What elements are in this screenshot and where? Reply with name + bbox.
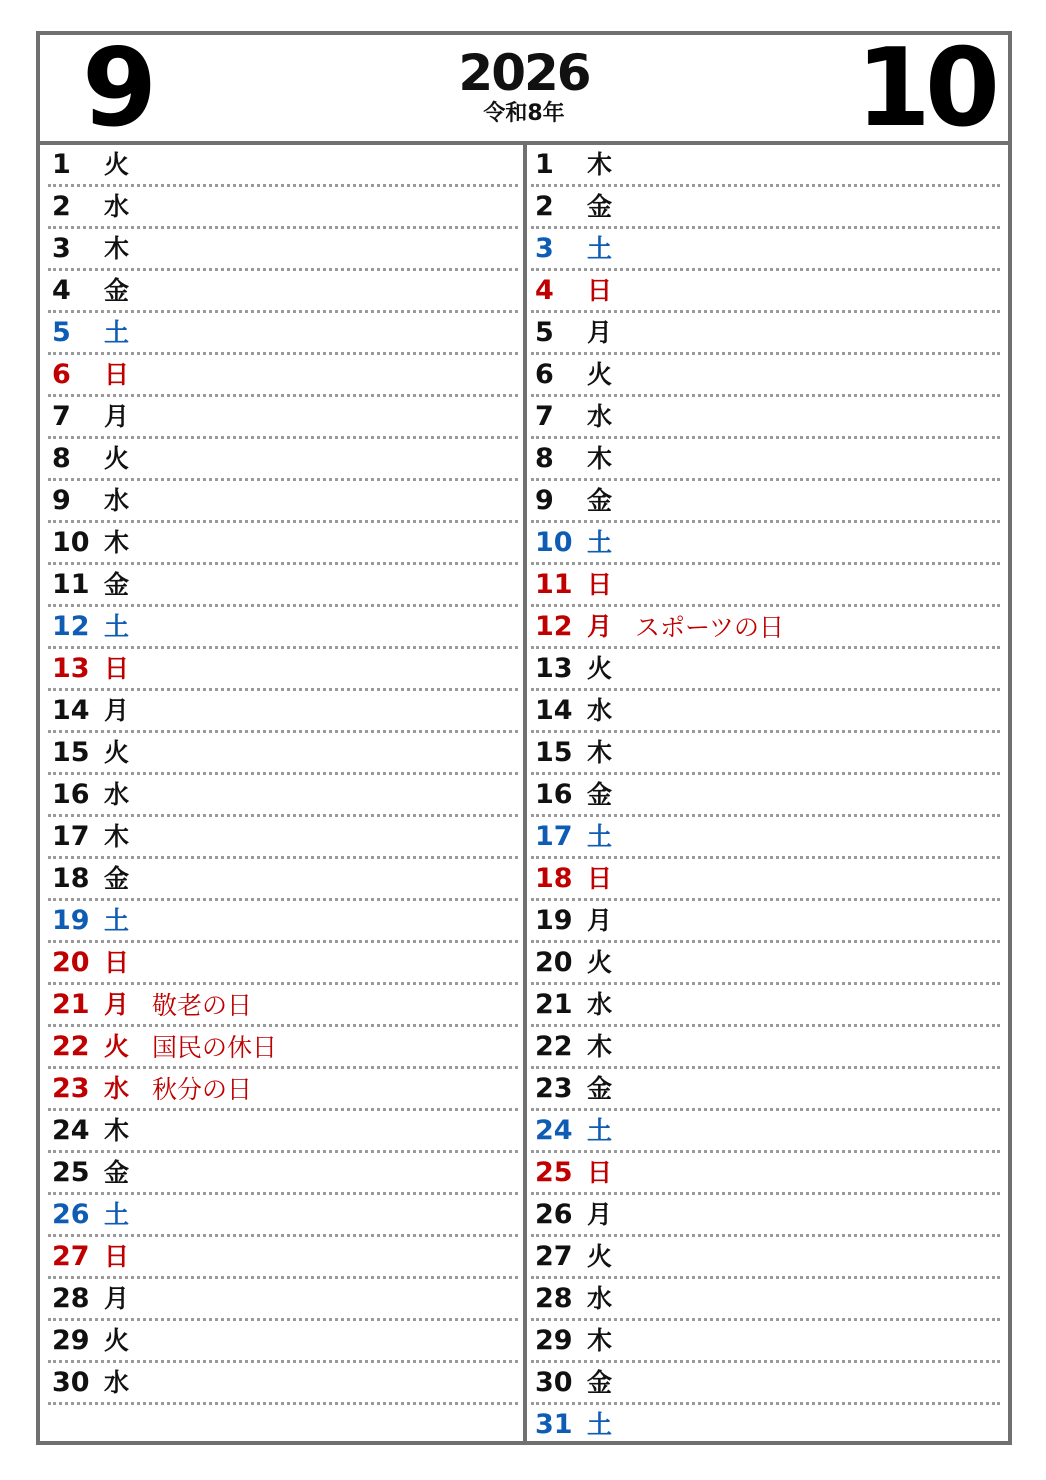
weekday-label: 木 — [104, 822, 130, 851]
day-number: 8 — [52, 443, 71, 474]
weekday-label: 木 — [587, 738, 613, 767]
day-number: 10 — [52, 527, 90, 558]
september-day-row — [48, 145, 518, 187]
day-number: 12 — [52, 611, 90, 642]
october-day-row — [531, 1279, 1000, 1321]
weekday-label: 月 — [587, 612, 613, 641]
october-day-row — [531, 1153, 1000, 1195]
day-number: 30 — [52, 1367, 90, 1398]
september-day-row — [48, 397, 518, 439]
weekday-label: 金 — [587, 1368, 613, 1397]
september-day-row — [48, 1237, 518, 1279]
day-number: 3 — [535, 233, 554, 264]
october-day-row — [531, 901, 1000, 943]
september-day-row — [48, 691, 518, 733]
september-day-row — [48, 859, 518, 901]
day-number: 28 — [52, 1283, 90, 1314]
weekday-label: 日 — [104, 360, 130, 389]
september-day-row — [48, 901, 518, 943]
october-day-row — [531, 439, 1000, 481]
weekday-label: 日 — [587, 1158, 613, 1187]
october-day-row — [531, 733, 1000, 775]
day-number: 24 — [535, 1115, 573, 1146]
september-day-row — [48, 1195, 518, 1237]
month-right-number: 10 — [855, 26, 994, 151]
september-day-row — [48, 817, 518, 859]
day-number: 12 — [535, 611, 573, 642]
september-day-row — [48, 439, 518, 481]
october-day-row — [531, 943, 1000, 985]
day-number: 1 — [535, 149, 554, 180]
weekday-label: 木 — [104, 528, 130, 557]
day-number: 16 — [535, 779, 573, 810]
weekday-label: 日 — [104, 1242, 130, 1271]
weekday-label: 水 — [587, 402, 613, 431]
weekday-label: 土 — [104, 1200, 130, 1229]
weekday-label: 月 — [104, 990, 130, 1019]
october-day-row — [531, 355, 1000, 397]
calendar-body — [40, 145, 1008, 1441]
weekday-label: 火 — [104, 444, 130, 473]
weekday-label: 金 — [104, 864, 130, 893]
holiday-name: スポーツの日 — [635, 613, 785, 642]
day-number: 23 — [535, 1073, 573, 1104]
september-day-row — [48, 775, 518, 817]
weekday-label: 土 — [587, 1410, 613, 1439]
september-day-row — [48, 565, 518, 607]
october-day-row — [531, 1237, 1000, 1279]
september-day-row — [48, 607, 518, 649]
day-number: 19 — [535, 905, 573, 936]
october-day-row — [531, 397, 1000, 439]
day-number: 26 — [52, 1199, 90, 1230]
weekday-label: 金 — [104, 276, 130, 305]
day-number: 2 — [52, 191, 71, 222]
column-divider — [523, 145, 527, 1441]
day-number: 13 — [535, 653, 573, 684]
october-day-row — [531, 1405, 1000, 1447]
weekday-label: 土 — [587, 822, 613, 851]
september-day-row — [48, 523, 518, 565]
october-day-row — [531, 817, 1000, 859]
holiday-name: 秋分の日 — [152, 1075, 253, 1104]
day-number: 18 — [535, 863, 573, 894]
day-number: 11 — [52, 569, 90, 600]
october-day-row — [531, 229, 1000, 271]
weekday-label: 火 — [104, 1326, 130, 1355]
day-number: 4 — [52, 275, 71, 306]
weekday-label: 火 — [104, 1032, 130, 1061]
day-number: 29 — [535, 1325, 573, 1356]
october-day-row — [531, 775, 1000, 817]
day-number: 19 — [52, 905, 90, 936]
era-subtitle: 令和8年 — [483, 101, 565, 126]
september-day-row — [48, 943, 518, 985]
weekday-label: 水 — [104, 1368, 130, 1397]
october-day-row — [531, 1111, 1000, 1153]
october-day-row — [531, 1069, 1000, 1111]
weekday-label: 月 — [104, 1284, 130, 1313]
day-number: 31 — [535, 1409, 573, 1440]
october-day-row — [531, 1363, 1000, 1405]
weekday-label: 月 — [587, 906, 613, 935]
weekday-label: 火 — [104, 150, 130, 179]
september-day-row — [48, 355, 518, 397]
october-day-row — [531, 523, 1000, 565]
october-column — [531, 145, 1000, 1447]
weekday-label: 水 — [587, 990, 613, 1019]
day-number: 7 — [52, 401, 71, 432]
october-day-row — [531, 145, 1000, 187]
september-day-row — [48, 985, 518, 1027]
weekday-label: 日 — [104, 948, 130, 977]
weekday-label: 木 — [104, 234, 130, 263]
weekday-label: 火 — [104, 738, 130, 767]
day-number: 4 — [535, 275, 554, 306]
day-number: 27 — [535, 1241, 573, 1272]
day-number: 20 — [535, 947, 573, 978]
year-title: 2026 — [458, 44, 590, 102]
october-day-row — [531, 565, 1000, 607]
day-number: 25 — [535, 1157, 573, 1188]
weekday-label: 水 — [587, 1284, 613, 1313]
day-number: 11 — [535, 569, 573, 600]
september-day-row — [48, 271, 518, 313]
october-day-row — [531, 859, 1000, 901]
weekday-label: 土 — [104, 906, 130, 935]
day-number: 25 — [52, 1157, 90, 1188]
weekday-label: 火 — [587, 360, 613, 389]
day-number: 13 — [52, 653, 90, 684]
weekday-label: 金 — [587, 780, 613, 809]
day-number: 17 — [535, 821, 573, 852]
day-number: 9 — [535, 485, 554, 516]
day-number: 28 — [535, 1283, 573, 1314]
month-left-number: 9 — [82, 26, 156, 151]
september-day-row — [48, 1405, 518, 1447]
october-day-row — [531, 1321, 1000, 1363]
weekday-label: 金 — [587, 1074, 613, 1103]
day-number: 21 — [52, 989, 90, 1020]
october-day-row — [531, 607, 1000, 649]
september-day-row — [48, 481, 518, 523]
weekday-label: 木 — [104, 1116, 130, 1145]
weekday-label: 火 — [587, 654, 613, 683]
september-day-row — [48, 1111, 518, 1153]
weekday-label: 木 — [587, 1032, 613, 1061]
september-day-row — [48, 229, 518, 271]
october-day-row — [531, 691, 1000, 733]
day-number: 14 — [535, 695, 573, 726]
october-day-row — [531, 1027, 1000, 1069]
day-number: 22 — [52, 1031, 90, 1062]
day-number: 14 — [52, 695, 90, 726]
day-number: 9 — [52, 485, 71, 516]
weekday-label: 土 — [104, 612, 130, 641]
day-number: 15 — [52, 737, 90, 768]
weekday-label: 水 — [104, 780, 130, 809]
day-number: 7 — [535, 401, 554, 432]
weekday-label: 土 — [587, 234, 613, 263]
weekday-label: 金 — [104, 1158, 130, 1187]
september-day-row — [48, 1027, 518, 1069]
day-number: 22 — [535, 1031, 573, 1062]
day-number: 21 — [535, 989, 573, 1020]
holiday-name: 国民の休日 — [152, 1033, 278, 1062]
weekday-label: 月 — [587, 1200, 613, 1229]
day-number: 30 — [535, 1367, 573, 1398]
weekday-label: 火 — [587, 948, 613, 977]
calendar-frame — [36, 26, 1012, 1445]
weekday-label: 金 — [587, 486, 613, 515]
october-day-row — [531, 271, 1000, 313]
day-number: 5 — [535, 317, 554, 348]
september-day-row — [48, 313, 518, 355]
day-number: 27 — [52, 1241, 90, 1272]
october-day-row — [531, 187, 1000, 229]
weekday-label: 金 — [587, 192, 613, 221]
weekday-label: 金 — [104, 570, 130, 599]
day-number: 15 — [535, 737, 573, 768]
weekday-label: 水 — [587, 696, 613, 725]
october-day-row — [531, 481, 1000, 523]
september-day-row — [48, 733, 518, 775]
day-number: 20 — [52, 947, 90, 978]
weekday-label: 水 — [104, 486, 130, 515]
holiday-name: 敬老の日 — [152, 991, 253, 1020]
september-day-row — [48, 1363, 518, 1405]
weekday-label: 日 — [104, 654, 130, 683]
day-number: 26 — [535, 1199, 573, 1230]
day-number: 16 — [52, 779, 90, 810]
weekday-label: 水 — [104, 1074, 130, 1103]
day-number: 24 — [52, 1115, 90, 1146]
weekday-label: 木 — [587, 1326, 613, 1355]
day-number: 10 — [535, 527, 573, 558]
weekday-label: 日 — [587, 570, 613, 599]
weekday-label: 木 — [587, 444, 613, 473]
day-number: 18 — [52, 863, 90, 894]
september-day-row — [48, 1321, 518, 1363]
day-number: 2 — [535, 191, 554, 222]
october-day-row — [531, 985, 1000, 1027]
day-number: 1 — [52, 149, 71, 180]
day-number: 17 — [52, 821, 90, 852]
calendar-header — [40, 26, 1008, 151]
september-day-row — [48, 187, 518, 229]
september-day-row — [48, 1279, 518, 1321]
october-day-row — [531, 1195, 1000, 1237]
weekday-label: 土 — [587, 1116, 613, 1145]
weekday-label: 月 — [587, 318, 613, 347]
september-column — [48, 145, 518, 1447]
weekday-label: 土 — [104, 318, 130, 347]
weekday-label: 月 — [104, 696, 130, 725]
day-number: 6 — [535, 359, 554, 390]
day-number: 5 — [52, 317, 71, 348]
weekday-label: 火 — [587, 1242, 613, 1271]
september-day-row — [48, 649, 518, 691]
weekday-label: 日 — [587, 864, 613, 893]
weekday-label: 土 — [587, 528, 613, 557]
september-day-row — [48, 1069, 518, 1111]
october-day-row — [531, 649, 1000, 691]
weekday-label: 月 — [104, 402, 130, 431]
day-number: 3 — [52, 233, 71, 264]
day-number: 23 — [52, 1073, 90, 1104]
weekday-label: 水 — [104, 192, 130, 221]
october-day-row — [531, 313, 1000, 355]
day-number: 29 — [52, 1325, 90, 1356]
day-number: 8 — [535, 443, 554, 474]
weekday-label: 木 — [587, 150, 613, 179]
weekday-label: 日 — [587, 276, 613, 305]
september-day-row — [48, 1153, 518, 1195]
day-number: 6 — [52, 359, 71, 390]
